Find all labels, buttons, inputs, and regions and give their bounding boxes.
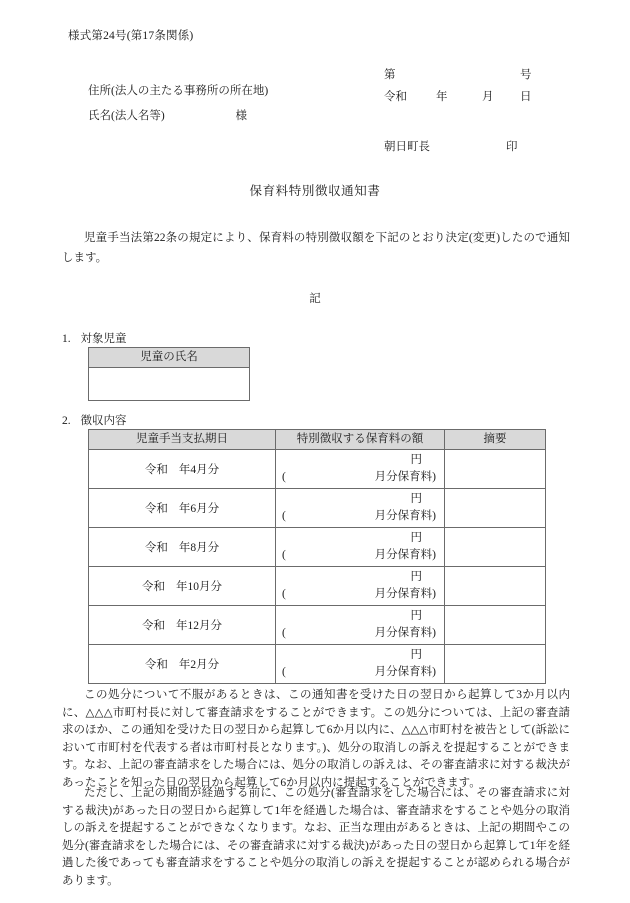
section1-title: 対象児童 xyxy=(80,333,127,345)
amount-paren-note: 月分保育料) xyxy=(374,471,436,483)
document-date-year-unit: 年 xyxy=(436,91,448,103)
addressee-block xyxy=(88,79,268,129)
section1-heading xyxy=(62,330,127,346)
amount-inner xyxy=(282,608,436,642)
section2-number: 2. xyxy=(62,415,71,427)
amount-note-line xyxy=(282,664,436,681)
payment-date-period: 年2月分 xyxy=(178,659,220,671)
table-row xyxy=(89,528,546,567)
document-date-era: 令和 xyxy=(384,91,407,103)
document-number-label: 第 xyxy=(384,69,396,81)
intro-paragraph: 児童手当法第22条の規定により、保育料の特別徴収額を下記のとおり決定(変更)したので通知します。 xyxy=(62,232,570,264)
table-row xyxy=(89,606,546,645)
table-header-row xyxy=(89,430,546,450)
amount-paren-note: 月分保育料) xyxy=(374,510,436,522)
amount-cell[interactable] xyxy=(276,450,445,489)
remarks-cell[interactable] xyxy=(445,567,546,606)
amount-cell[interactable] xyxy=(276,489,445,528)
payment-date-period: 年10月分 xyxy=(176,581,222,593)
document-date-day-unit: 日 xyxy=(520,91,532,103)
addressee-name-line xyxy=(88,104,268,129)
amount-unit: 円 xyxy=(410,571,422,583)
amount-paren-open: ( xyxy=(282,510,286,522)
amount-unit: 円 xyxy=(410,454,422,466)
payment-date-era: 令和 xyxy=(142,581,165,593)
amount-note-line xyxy=(282,508,436,525)
document-title: 保育料特別徴収通知書 xyxy=(249,184,381,198)
payment-date-cell xyxy=(89,528,276,567)
column-header-child-name: 児童の氏名 xyxy=(89,348,250,368)
section1-number: 1. xyxy=(62,333,71,345)
addressee-address-line xyxy=(88,79,268,104)
addressee-address-label: 住所(法人の主たる事務所の所在地) xyxy=(88,85,269,97)
ki-marker: 記 xyxy=(309,293,321,305)
issuer-name: 朝日町長 xyxy=(384,141,430,153)
payment-date-period: 年12月分 xyxy=(176,620,222,632)
remarks-cell[interactable] xyxy=(445,606,546,645)
amount-cell[interactable] xyxy=(276,645,445,684)
document-date-row xyxy=(384,86,554,108)
amount-cell[interactable] xyxy=(276,606,445,645)
addressee-honorific: 様 xyxy=(235,110,248,122)
amount-note-line xyxy=(282,547,436,564)
column-header-remarks: 摘要 xyxy=(445,430,546,450)
payment-date-period: 年8月分 xyxy=(178,542,220,554)
appeal-notice-paragraph-1: この処分について不服があるときは、この通知書を受けた日の翌日から起算して3か月以内に、△△△市町村長に対して審査請求をすることができます。この処分については、上記の審査請求のほか、この通知を受けた日の翌日から起算して6か月以内に、△△△市町村を被告として(訴訟において市町村を代表する者は市町村長となります。)、処分の取消しの訴えを提起することができます。なお、上記の審査請求をした場合には、処分の取消しの訴えは、その審査請求に対する裁決があったことを知った日の翌日から起算して6か月以内に提起することができます。 xyxy=(62,689,570,789)
amount-note-line xyxy=(282,586,436,603)
payment-date-era: 令和 xyxy=(144,659,168,671)
column-header-payment-date: 児童手当支払期日 xyxy=(89,430,276,450)
form-number: 様式第24号(第17条関係) xyxy=(68,30,194,42)
amount-note-line xyxy=(282,625,436,642)
remarks-cell[interactable] xyxy=(445,528,546,567)
table-header-row xyxy=(89,348,250,368)
amount-paren-open: ( xyxy=(282,549,286,561)
amount-paren-open: ( xyxy=(282,666,286,678)
amount-paren-note: 月分保育料) xyxy=(374,666,436,678)
amount-paren-open: ( xyxy=(282,588,286,600)
table-row xyxy=(89,489,546,528)
addressee-name-label: 氏名(法人名等) xyxy=(88,110,165,122)
payment-date-cell xyxy=(89,489,276,528)
amount-unit: 円 xyxy=(410,649,422,661)
payment-date-cell xyxy=(89,450,276,489)
seal-label: 印 xyxy=(506,141,518,153)
table-row xyxy=(89,645,546,684)
remarks-cell[interactable] xyxy=(445,645,546,684)
target-children-table xyxy=(88,347,250,401)
appeal-notice-paragraph-2: ただし、上記の期間が経過する前に、この処分(審査請求をした場合には、その審査請求に対する裁決)があった日の翌日から起算して1年を経過した場合は、審査請求をすることや処分の取消しの訴えを提起することができなくなります。なお、正当な理由があるときは、上記の期間やこの処分(審査請求をした場合には、その審査請求に対する裁決)があった日の翌日から起算して1年を経過した後であっても審査請求をすることや処分の取消しの訴えを提起することが認められる場合があります。 xyxy=(62,787,570,887)
table-row xyxy=(89,450,546,489)
payment-date-period: 年6月分 xyxy=(178,503,220,515)
amount-paren-open: ( xyxy=(282,627,286,639)
section2-title: 徴収内容 xyxy=(80,415,127,427)
payment-date-era: 令和 xyxy=(142,620,165,632)
amount-paren-note: 月分保育料) xyxy=(374,549,436,561)
amount-cell[interactable] xyxy=(276,528,445,567)
amount-inner xyxy=(282,647,436,681)
amount-inner xyxy=(282,530,436,564)
amount-cell[interactable] xyxy=(276,567,445,606)
child-name-cell[interactable] xyxy=(89,368,250,401)
document-number-unit: 号 xyxy=(520,69,532,81)
amount-inner xyxy=(282,491,436,525)
amount-inner xyxy=(282,569,436,603)
payment-date-era: 令和 xyxy=(144,542,168,554)
amount-unit: 円 xyxy=(410,532,422,544)
payment-date-period: 年4月分 xyxy=(178,464,220,476)
document-meta-block xyxy=(384,64,554,108)
payment-date-cell xyxy=(89,645,276,684)
column-header-amount: 特別徴収する保育料の額 xyxy=(276,430,445,450)
amount-note-line xyxy=(282,469,436,486)
remarks-cell[interactable] xyxy=(445,450,546,489)
payment-date-era: 令和 xyxy=(144,464,168,476)
amount-paren-open: ( xyxy=(282,471,286,483)
document-number-row xyxy=(384,64,554,86)
payment-date-era: 令和 xyxy=(144,503,168,515)
table-row xyxy=(89,567,546,606)
payment-date-cell xyxy=(89,606,276,645)
document-date-month-unit: 月 xyxy=(482,91,494,103)
amount-unit: 円 xyxy=(410,493,422,505)
amount-paren-note: 月分保育料) xyxy=(374,627,436,639)
amount-unit: 円 xyxy=(410,610,422,622)
amount-paren-note: 月分保育料) xyxy=(374,588,436,600)
collection-details-table xyxy=(88,429,546,684)
payment-date-cell xyxy=(89,567,276,606)
remarks-cell[interactable] xyxy=(445,489,546,528)
amount-inner xyxy=(282,452,436,486)
section2-heading xyxy=(62,412,127,428)
table-row xyxy=(89,368,250,401)
